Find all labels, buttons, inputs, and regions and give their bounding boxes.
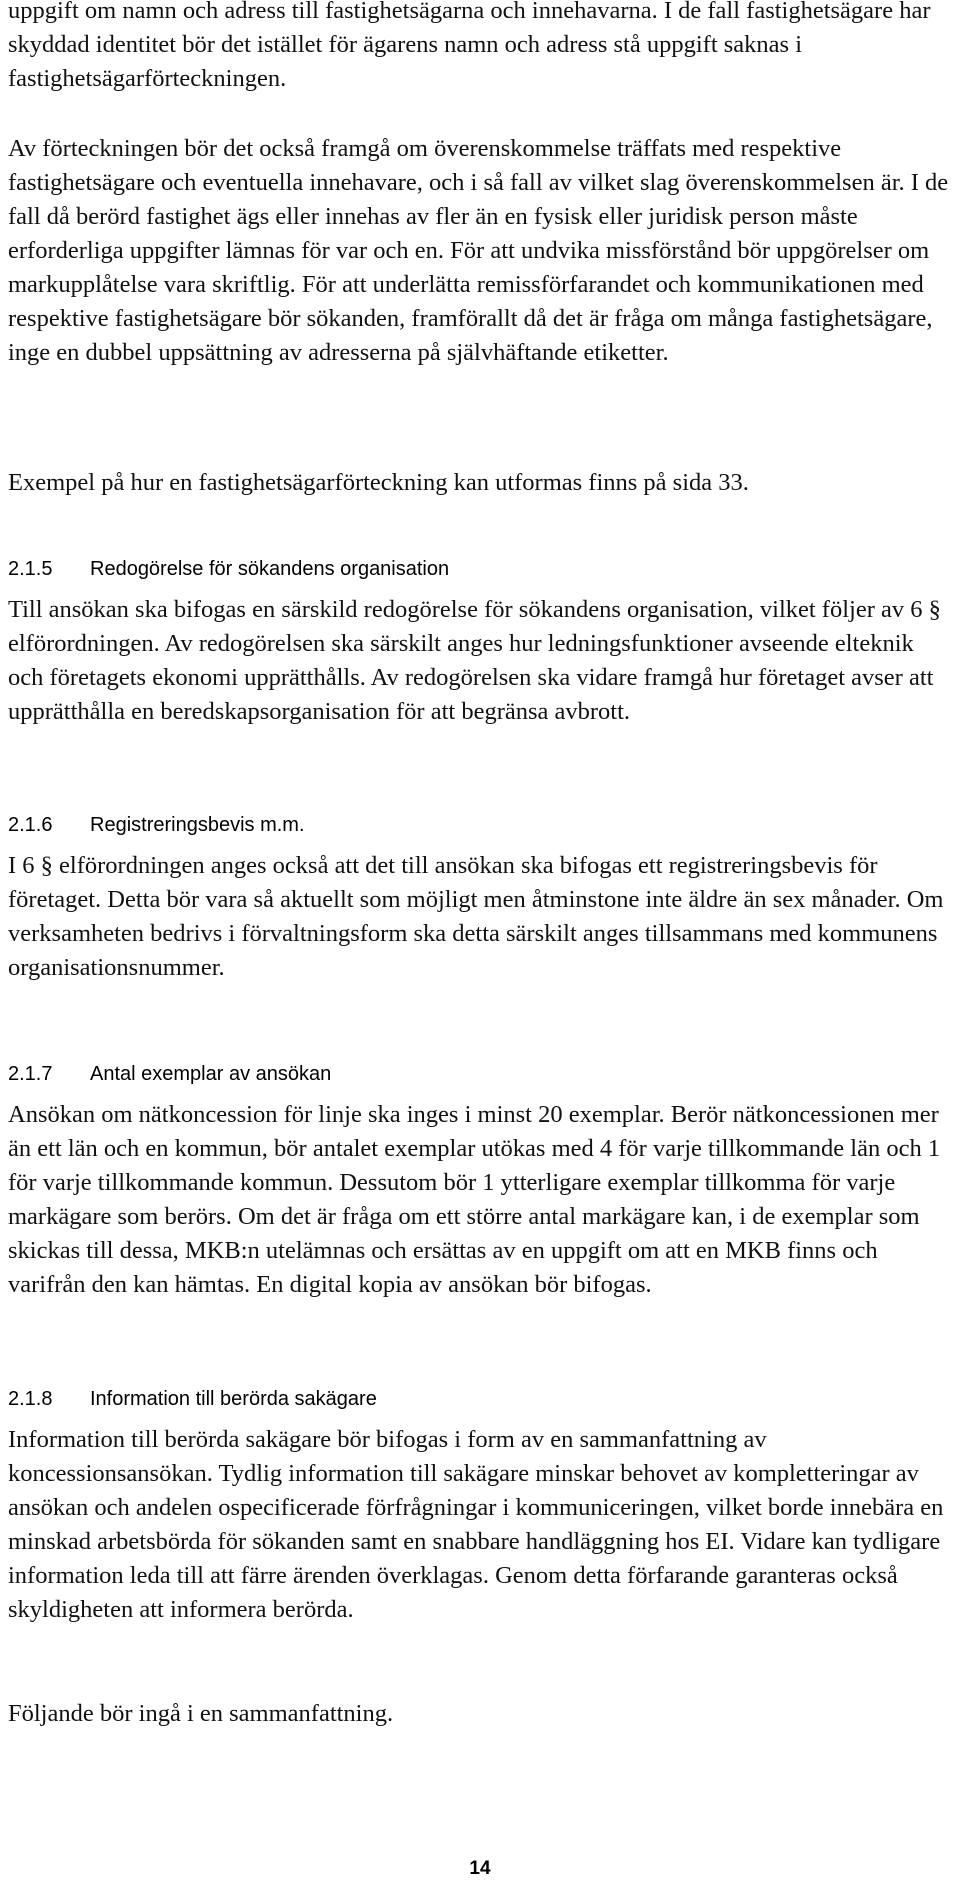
paragraph-exempel: Exempel på hur en fastighetsägarförteckning kan utformas finns på sida 33.: [8, 469, 749, 496]
paragraph-closing: Följande bör ingå i en sammanfattning.: [8, 1700, 394, 1727]
section-heading-2-1-8: [8, 1387, 377, 1411]
section-number: 2.1.8: [8, 1388, 53, 1410]
section-title: Redogörelse för sökandens organisation: [90, 558, 450, 580]
paragraph-intro: uppgift om namn och adress till fastighetsägarna och innehavarna. I de fall fastighetsägare har skyddad identitet bör det istället för ägarens namn och adress stå uppgift saknas i fastighetsägarförteckningen.: [8, 0, 931, 92]
section-body-2-1-5: Till ansökan ska bifogas en särskild redogörelse för sökandens organisation, vilket följer av 6 § elförordningen. Av redogörelsen ska särskilt anges hur ledningsfunktioner avseende elteknik och företagets ekonomi upprätthålls. Av redogörelsen ska vidare framgå hur företaget avser att upprätthålla en beredskapsorganisation för att begränsa avbrott.: [8, 596, 941, 725]
section-number: 2.1.5: [8, 558, 53, 580]
section-body-2-1-7: Ansökan om nätkoncession för linje ska inges i minst 20 exemplar. Berör nätkoncessionen mer än ett län och en kommun, bör antalet exemplar utökas med 4 för varje tillkommande län och 1 för varje tillkommande kommun. Dessutom bör 1 ytterligare exemplar tillkomma för varje markägare som berörs. Om det är fråga om ett större antal markägare kan, i de exemplar som skickas till dessa, MKB:n utelämnas och ersättas av en uppgift om att en MKB finns och varifrån den kan hämtas. En digital kopia av ansökan bör bifogas.: [8, 1101, 941, 1298]
section-heading-2-1-5: [8, 557, 449, 581]
section-title: Registreringsbevis m.m.: [90, 814, 305, 836]
section-title: Information till berörda sakägare: [90, 1388, 377, 1410]
section-number: 2.1.7: [8, 1063, 53, 1085]
section-title: Antal exemplar av ansökan: [90, 1063, 332, 1085]
section-heading-2-1-7: [8, 1062, 331, 1086]
page-number: 14: [469, 1858, 491, 1879]
section-heading-2-1-6: [8, 813, 305, 837]
section-body-2-1-6: I 6 § elförordningen anges också att det till ansökan ska bifogas ett registreringsbevis för företaget. Detta bör vara så aktuellt som möjligt men åtminstone inte äldre än sex månader. Om verksamheten bedrivs i förvaltningsform ska detta särskilt anges tillsammans med kommunens organisationsnummer.: [8, 852, 944, 981]
section-number: 2.1.6: [8, 814, 53, 836]
paragraph-forteckning: Av förteckningen bör det också framgå om överenskommelse träffats med respektive fastighetsägare och eventuella innehavare, och i så fall av vilket slag överenskommelsen är. I de fall då berörd fastighet ägs eller innehas av fler än en fysisk eller juridisk person måste erforderliga uppgifter lämnas för var och en. För att undvika missförstånd bör uppgörelser om markupplåtelse vara skriftlig. För att underlätta remissförfarandet och kommunikationen med respektive fastighetsägare bör sökanden, framförallt då det är fråga om många fastighetsägare, inge en dubbel uppsättning av adresserna på självhäftande etiketter.: [8, 135, 949, 366]
section-body-2-1-8: Information till berörda sakägare bör bifogas i form av en sammanfattning av koncessionsansökan. Tydlig information till sakägare minskar behovet av kompletteringar av ansökan och andelen ospecificerade förfrågningar i kommuniceringen, vilket borde innebära en minskad arbetsbörda för sökanden samt en snabbare handläggning hos EI. Vidare kan tydligare information leda till att färre ärenden överklagas. Genom detta förfarande garanteras också skyldigheten att informera berörda.: [8, 1426, 944, 1623]
